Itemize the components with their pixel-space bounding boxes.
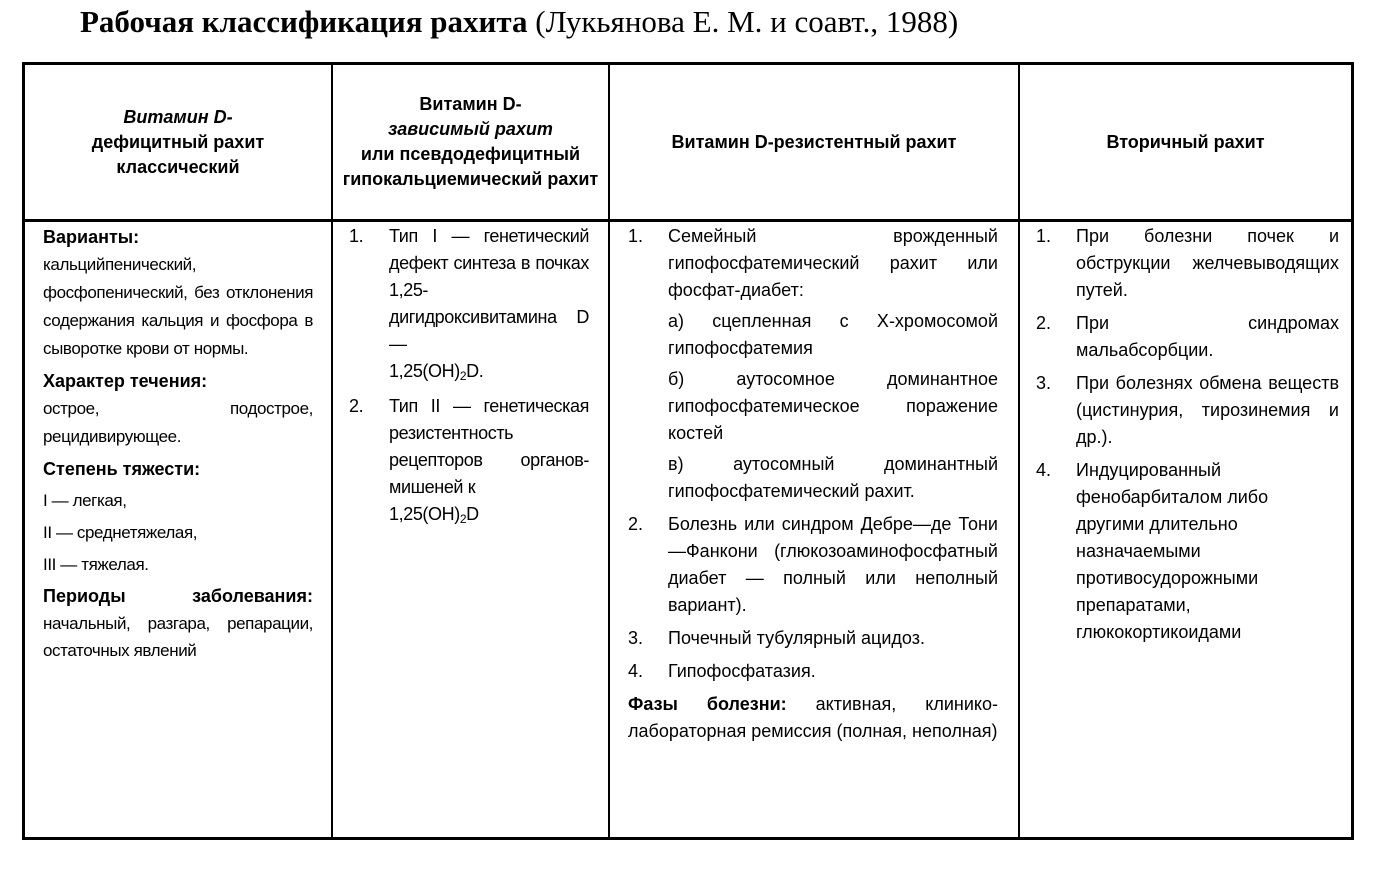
phases-text: активная, клинико-лабораторная ремиссия (полная, неполная) — [628, 694, 998, 741]
periods-text: начальный, разгара, репарации, остаточных явлений — [43, 614, 313, 660]
page-title — [80, 4, 1320, 48]
header-dependent-prefix: Витамин D- — [419, 94, 522, 114]
header-deficient — [25, 65, 331, 219]
subitem-c: в) аутосомный доминантный гипофосфатемический рахит. — [668, 454, 998, 501]
header-deficient-text: дефицитный рахит классический — [91, 131, 265, 177]
variants-label: Варианты: — [43, 227, 140, 247]
subitem-a: а) сцепленная с Х-хромосомой гипофосфатемия — [668, 311, 998, 358]
list-item: 3. Почечный тубулярный ацидоз. — [628, 628, 925, 648]
cell-deficient — [43, 223, 313, 664]
cell-dependent — [349, 223, 589, 528]
disease-phases — [628, 691, 998, 745]
header-secondary: Вторичный рахит — [1106, 131, 1265, 152]
title-citation: (Лукьянова Е. М. и соавт., 1988) — [535, 4, 959, 39]
list-item: 1. При болезни почек и обструкции желчевыводящих путей. — [1036, 226, 1339, 300]
header-dependent-text: или псевдодефицитный гипокальциемический рахит — [342, 144, 599, 189]
list-item: 2. При синдромах мальабсорбции. — [1036, 313, 1339, 360]
list-item: 3. При болезнях обмена веществ (цистинурия, тирозинемия и др.). — [1036, 373, 1339, 447]
header-resistant: Витамин D-резистентный рахит — [671, 131, 957, 152]
list-item: 4. Гипофосфатазия. — [628, 661, 816, 681]
list-item: 2. Тип II — генетическая резистентность рецепторов органов-мишеней к $1,25(OH)_2D$ — [349, 396, 589, 526]
severity-severe: III — тяжелая. — [43, 555, 149, 574]
severity-moderate: II — среднетяжелая, — [43, 523, 198, 542]
header-divider — [25, 219, 1351, 222]
periods — [43, 583, 313, 664]
classification-table — [22, 62, 1354, 840]
header-dependent-italic: зависимый рахит — [388, 119, 553, 139]
header-dependent — [333, 65, 608, 219]
periods-label: Периоды заболевания: — [43, 586, 313, 606]
course-text: острое, подострое, рецидивирующее. — [43, 399, 313, 446]
variants-text: кальцийпенический, фосфопенический, без отклонения содержания кальция и фосфора в сыворотке крови от нормы. — [43, 255, 313, 358]
list-item: 1. Тип I — генетический дефект синтеза в почках 1,25-дигидроксивитамина D — $1,25(OH)_2D$. — [349, 226, 589, 383]
cell-resistant — [628, 223, 998, 745]
list-item: 4. Индуцированный фенобарбиталом либо другими длительно назначаемыми противосудорожными препаратами, глюкокортикоидами — [1036, 460, 1269, 642]
subitem-b: б) аутосомное доминантное гипофосфатемическое поражение костей — [668, 369, 998, 443]
header-deficient-italic: Витамин D- — [123, 106, 233, 127]
severity-label: Степень тяжести: — [43, 459, 201, 479]
course-label: Характер течения: — [43, 371, 208, 391]
list-item: 2. Болезнь или синдром Дебре—де Тони—Фанкони (глюкозоаминофосфатный диабет — полный или неполный вариант). — [628, 514, 998, 615]
list-item: 1. Семейный врожденный гипофосфатемический рахит или фосфат-диабет: а) сцепленная с Х-хромосомой гипофосфатемия б) аутосомное доминантное гипофосфатемическое поражение костей в) аутосомный доминантный гипофосфатемический рахит. — [628, 223, 998, 505]
phases-label: Фазы болезни: — [628, 694, 787, 714]
severity-mild: I — легкая, — [43, 491, 127, 510]
title-main: Рабочая классификация рахита — [80, 4, 528, 39]
cell-secondary — [1036, 223, 1339, 646]
